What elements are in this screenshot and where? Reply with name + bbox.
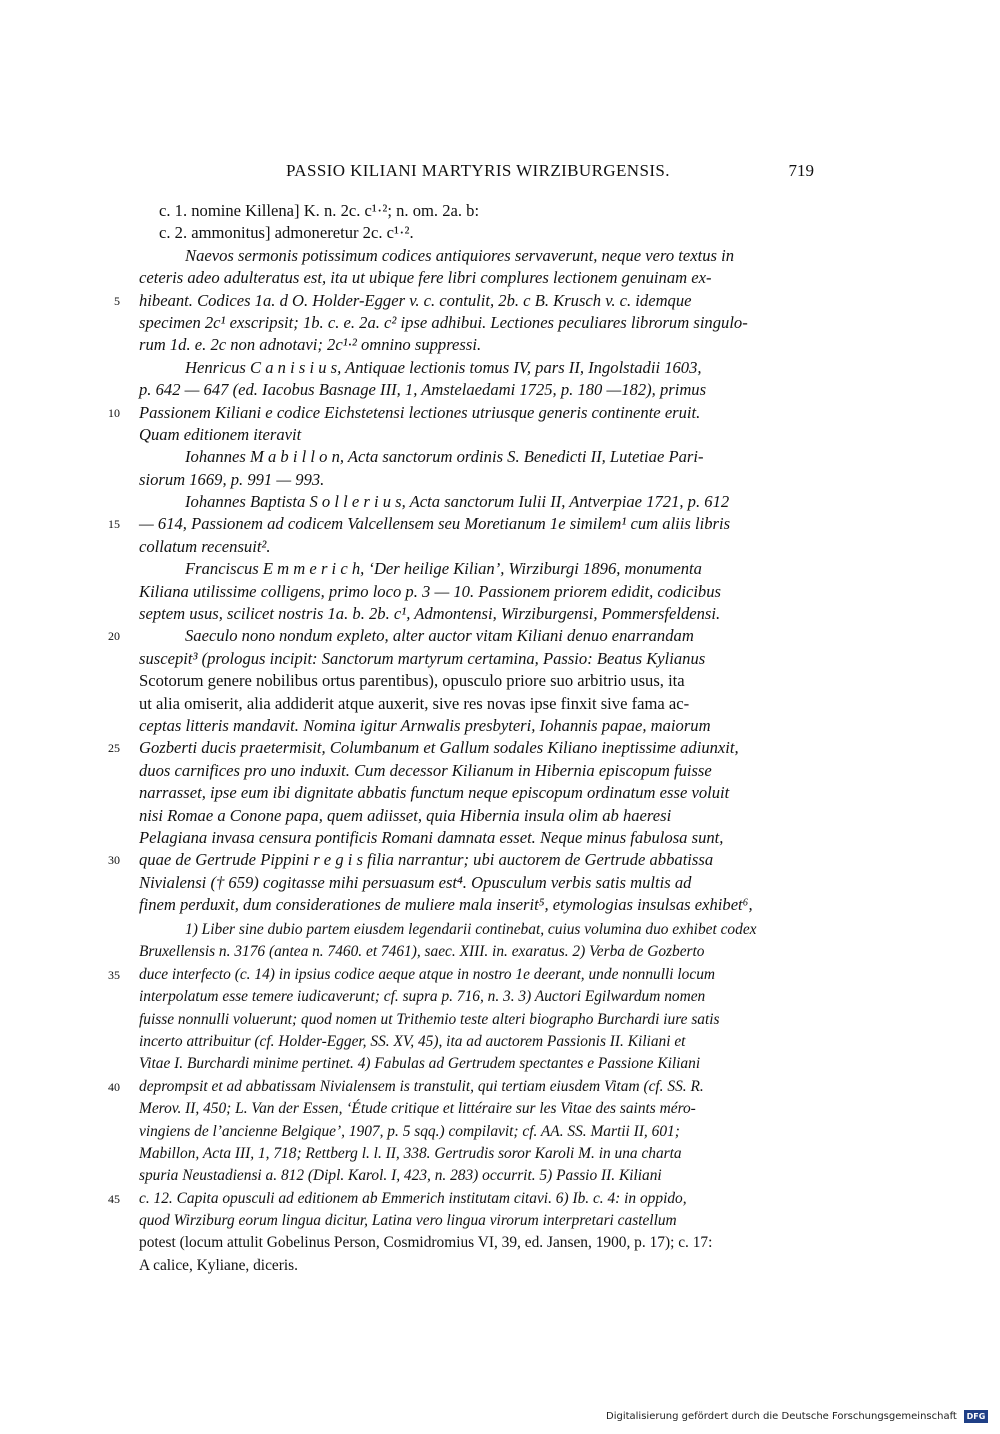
main-text-line-text: specimen 2c¹ exscripsit; 1b. c. e. 2a. c² ipse adhibui. Lectiones peculiares librorum singulo- [139, 312, 748, 332]
main-text-line-text: c. 2. ammonitus] admoneretur 2c. c¹·². [159, 223, 414, 243]
main-text-line [139, 827, 811, 849]
main-text-line-text: suscepit³ (prologus incipit: Sanctorum martyrum certamina, Passio: Beatus Kylianus [139, 648, 706, 668]
footnote-line-text: c. 12. Capita opusculi ad editionem ab Emmerich institutam citavi. 6) Ib. c. 4: in oppido, [139, 1189, 687, 1207]
footnote-line [139, 1232, 811, 1254]
main-text-line-text: Nivialensi († 659) cogitasse mihi persuasum est⁴. Opusculum verbis satis multis ad [139, 872, 692, 892]
line-number: 45 [108, 1191, 120, 1206]
main-text-line-text: Kiliana utilissime colligens, primo loco p. 3 — 10. Passionem priorem edidit, codicibus [139, 581, 721, 601]
digitization-credit: Digitalisierung gefördert durch die Deutsche Forschungsgemeinschaft [606, 1411, 957, 1422]
footnotes [108, 919, 811, 1277]
main-text-line-text: siorum 1669, p. 991 — 993. [139, 469, 325, 489]
main-text-line [139, 536, 811, 558]
line-number: 15 [108, 517, 120, 532]
main-text-line [108, 849, 811, 871]
line-number: 5 [114, 293, 120, 308]
main-text-line-text: Henricus C a n i s i u s, Antiquae lectionis tomus IV, pars II, Ingolstadii 1603, [185, 357, 702, 377]
main-text-line [139, 222, 811, 244]
main-text-line [139, 200, 811, 222]
main-text-line-text: duos carnifices pro uno induxit. Cum decessor Kilianum in Hibernia episcopum fuisse [139, 760, 712, 780]
footnote-line [139, 1255, 811, 1277]
main-text-line-text: p. 642 — 647 (ed. Iacobus Basnage III, 1, Amstelaedami 1725, p. 180 —182), primus [139, 380, 707, 400]
main-text-line-text: Passionem Kiliani e codice Eichstetensi lectiones utriusque generis continente eruit. [139, 402, 701, 422]
footnote-line-text: Mabillon, Acta III, 1, 718; Rettberg l. l. II, 338. Gertrudis soror Karoli M. in una charta [139, 1144, 682, 1162]
main-text-line-text: quae de Gertrude Pippini r e g i s filia narrantur; ubi auctorem de Gertrude abbatissa [139, 850, 714, 870]
footnote-line-text: 1) Liber sine dubio partem eiusdem legendarii continebat, cuius volumina duo exhibet codex [185, 921, 757, 938]
main-text-line [139, 267, 811, 289]
main-text-line [139, 603, 811, 625]
main-text-line [139, 872, 811, 894]
main-text-line [139, 379, 811, 401]
main-text-line [108, 625, 811, 647]
footnote-line-text: potest (locum attulit Gobelinus Person, Cosmidromius VI, 39, ed. Jansen, 1900, p. 17); c. 17: [139, 1234, 713, 1252]
main-text-line [139, 648, 811, 670]
main-text [108, 200, 811, 917]
footnote-line-text: spuria Neustadiensi a. 812 (Dipl. Karol. I, 423, n. 283) occurrit. 5) Passio II. Kiliani [139, 1167, 662, 1185]
page-number: 719 [788, 161, 814, 180]
main-text-line-text: narrasset, ipse eum ibi dignitate abbatis functum neque episcopum ordinatum esse voluit [139, 783, 730, 803]
main-text-line [139, 424, 811, 446]
footnote-line [139, 1121, 811, 1143]
footnote-line [108, 1188, 811, 1210]
main-text-line [139, 693, 811, 715]
main-text-line-text: Franciscus E m m e r i c h, ‘Der heilige Kilian’, Wirziburgi 1896, monumenta [185, 559, 702, 579]
main-text-line-text: finem perduxit, dum considerationes de muliere mala inserit⁵, etymologias insulsas exhibet⁶, [139, 895, 753, 915]
main-text-line [114, 290, 811, 312]
main-text-line [139, 805, 811, 827]
main-text-line-text: collatum recensuit². [139, 536, 271, 556]
main-text-line [139, 782, 811, 804]
main-text-line-text: rum 1d. e. 2c non adnotavi; 2c¹·² omnino suppressi. [139, 335, 482, 355]
main-text-line-text: Scotorum genere nobilibus ortus parentibus), opusculo priore suo arbitrio usus, ita [139, 671, 685, 691]
main-text-line [139, 760, 811, 782]
main-text-line-text: Quam editionem iteravit [139, 424, 302, 444]
main-text-line-text: ceteris adeo adulteratus est, ita ut ubique fere libri complures lectionem genuinam ex- [139, 268, 712, 288]
main-text-line [139, 670, 811, 692]
footnote-line [139, 941, 811, 963]
line-number: 10 [108, 405, 120, 420]
footnote-line-text: incerto attribuitur (cf. Holder-Egger, SS. XV, 45), ita ad auctorem Passionis II. Kiliani et [139, 1032, 686, 1050]
line-number: 20 [108, 629, 120, 644]
footnote-line [139, 1098, 811, 1120]
main-text-line-text: Gozberti ducis praetermisit, Columbanum et Gallum sodales Kiliano ineptissime adiunxit, [139, 738, 739, 758]
footnote-line [139, 919, 811, 941]
dfg-logo: DFG [964, 1410, 988, 1423]
main-text-line [108, 737, 811, 759]
footnote-line-text: A calice, Kyliane, diceris. [139, 1256, 298, 1274]
main-text-line [139, 558, 811, 580]
footnote-line-text: duce interfecto (c. 14) in ipsius codice aeque atque in nostro 1e deerant, unde nonnulli locum [139, 965, 716, 983]
main-text-line-text: Naevos sermonis potissimum codices antiquiores servaverunt, neque vero textus in [185, 245, 735, 265]
line-number: 25 [108, 741, 120, 756]
main-text-line-text: ut alia omiserit, alia addiderit atque auxerit, sive res novas ipse finxit sive fama ac- [139, 693, 690, 713]
main-text-line-text: c. 1. nomine Killena] K. n. 2c. c¹·²; n. om. 2a. b: [159, 201, 480, 220]
footnote-line [108, 1076, 811, 1098]
main-text-line [108, 513, 811, 535]
footnote-line [139, 1165, 811, 1187]
footnote-line [139, 1053, 811, 1075]
main-text-line-text: Iohannes Baptista S o l l e r i u s, Acta sanctorum Iulii II, Antverpiae 1721, p. 612 [185, 492, 730, 512]
footnote-line-text: quod Wirziburg eorum lingua dicitur, Latina vero lingua virorum interpretari castellum [139, 1212, 677, 1230]
main-text-line-text: hibeant. Codices 1a. d O. Holder-Egger v. c. contulit, 2b. c B. Krusch v. c. idemque [139, 290, 692, 310]
footnote-line-text: Bruxellensis n. 3176 (antea n. 7460. et 7461), saec. XIII. in. exaratus. 2) Verba de Gozberto [139, 943, 705, 961]
main-text-line [139, 334, 811, 356]
main-text-line-text: Pelagiana invasa censura pontificis Romani damnata esset. Neque minus fabulosa sunt, [139, 827, 724, 847]
main-text-line [139, 446, 811, 468]
footnote-line-text: fuisse nonnulli voluerunt; quod nomen ut Trithemio teste alteri biographo Burchardi iure satis [139, 1010, 720, 1028]
footnote-line-text: Merov. II, 450; L. Van der Essen, ‘Étude critique et littéraire sur les Vitae des saints méro- [139, 1100, 696, 1118]
footnote-line [139, 1009, 811, 1031]
footnote-line-text: interpolatum esse temere iudicaverunt; cf. supra p. 716, n. 3. 3) Auctori Egilwardum nomen [139, 988, 706, 1006]
main-text-line [108, 402, 811, 424]
line-number: 40 [108, 1079, 120, 1094]
main-text-line-text: nisi Romae a Conone papa, quem adiisset, quia Hibernia insula olim ab haeresi [139, 805, 672, 825]
main-text-line [139, 357, 811, 379]
footnote-line-text: vingiens de l’ancienne Belgique’, 1907, p. 5 sqq.) compilavit; cf. AA. SS. Martii II, 601; [139, 1122, 680, 1140]
footnote-line [139, 1210, 811, 1232]
main-text-line-text: — 614, Passionem ad codicem Valcellensem seu Moretianum 1e similem¹ cum aliis libris [139, 514, 731, 534]
footnote-line [108, 964, 811, 986]
main-text-line [139, 245, 811, 267]
main-text-line-text: ceptas litteris mandavit. Nomina igitur Arnwalis presbyteri, Iohannis papae, maiorum [139, 715, 711, 735]
running-title: PASSIO KILIANI MARTYRIS WIRZIBURGENSIS. [286, 161, 670, 180]
main-text-line [139, 312, 811, 334]
footnote-line [139, 1143, 811, 1165]
footnote-line-text: Vitae I. Burchardi minime pertinet. 4) Fabulas ad Gertrudem spectantes e Passione Kiliani [139, 1055, 701, 1073]
line-number: 30 [108, 853, 120, 868]
line-number: 35 [108, 967, 120, 982]
main-text-line [139, 491, 811, 513]
main-text-line [139, 469, 811, 491]
footnote-line-text: deprompsit et ad abbatissam Nivialensem is transtulit, qui tertiam eiusdem Vitam (cf. SS. R. [139, 1077, 704, 1095]
main-text-line [139, 581, 811, 603]
page-header [286, 161, 814, 183]
footnote-line [139, 1031, 811, 1053]
main-text-line-text: septem usus, scilicet nostris 1a. b. 2b. c¹, Admontensi, Wirziburgensi, Pommersfeldensi. [139, 604, 721, 624]
main-text-line [139, 894, 811, 916]
main-text-line-text: Iohannes M a b i l l o n, Acta sanctorum ordinis S. Benedicti II, Lutetiae Pari- [185, 447, 704, 467]
main-text-line-text: Saeculo nono nondum expleto, alter auctor vitam Kiliani denuo enarrandam [185, 626, 694, 646]
main-text-line [139, 715, 811, 737]
footnote-line [139, 986, 811, 1008]
